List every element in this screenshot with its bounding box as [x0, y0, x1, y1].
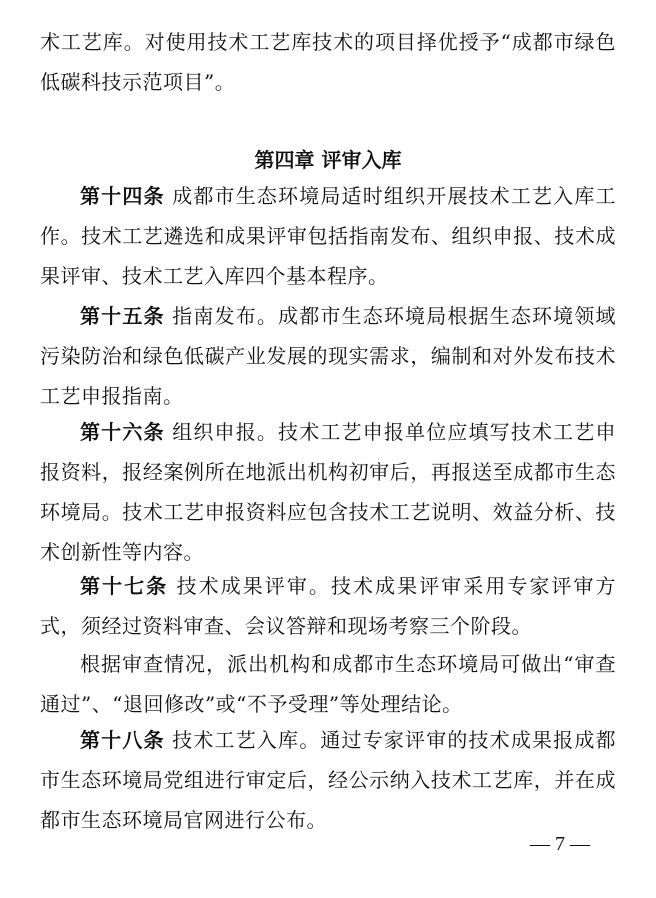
article-text: 指南发布。成都市生态环境局根据生态环境领域污染防治和绿色低碳产业发展的现实需求，编制和对外发布技术工艺申报指南。	[40, 304, 617, 408]
review-result-paragraph	[40, 644, 616, 724]
article-18	[40, 720, 616, 840]
chapter-title: 第四章 评审入库	[254, 148, 402, 172]
article-text: 技术工艺入库。通过专家评审的技术成果报成都市生态环境局党组进行审定后，经公示纳入技术工艺库，并在成都市生态环境局官网进行公布。	[40, 728, 617, 832]
article-15	[40, 296, 616, 416]
article-text: 技术成果评审。技术成果评审采用专家评审方式，须经过资料审查、会议答辩和现场考察三个阶段。	[40, 574, 617, 638]
continuation-paragraph	[40, 22, 616, 102]
article-label: 第十六条	[80, 420, 165, 444]
article-16	[40, 412, 616, 572]
article-label: 第十八条	[80, 728, 165, 752]
article-label: 第十四条	[80, 184, 165, 208]
article-text: 组织申报。技术工艺申报单位应填写技术工艺申报资料，报经案例所在地派出机构初审后，再报送至成都市生态环境局。技术工艺申报资料应包含技术工艺说明、效益分析、技术创新性等内容。	[40, 420, 617, 564]
continuation-text: 术工艺库。对使用技术工艺库技术的项目择优授予“成都市绿色低碳科技示范项目”。	[40, 30, 616, 94]
page-number: — 7 —	[530, 833, 590, 855]
article-label: 第十七条	[80, 574, 169, 598]
article-14	[40, 176, 616, 296]
article-17	[40, 566, 616, 646]
article-label: 第十五条	[80, 304, 165, 328]
paragraph-text: 根据审查情况，派出机构和成都市生态环境局可做出“审查通过”、“退回修改”或“不予受理”等处理结论。	[40, 652, 616, 716]
article-text: 成都市生态环境局适时组织开展技术工艺入库工作。技术工艺遴选和成果评审包括指南发布、组织申报、技术成果评审、技术工艺入库四个基本程序。	[40, 184, 617, 288]
